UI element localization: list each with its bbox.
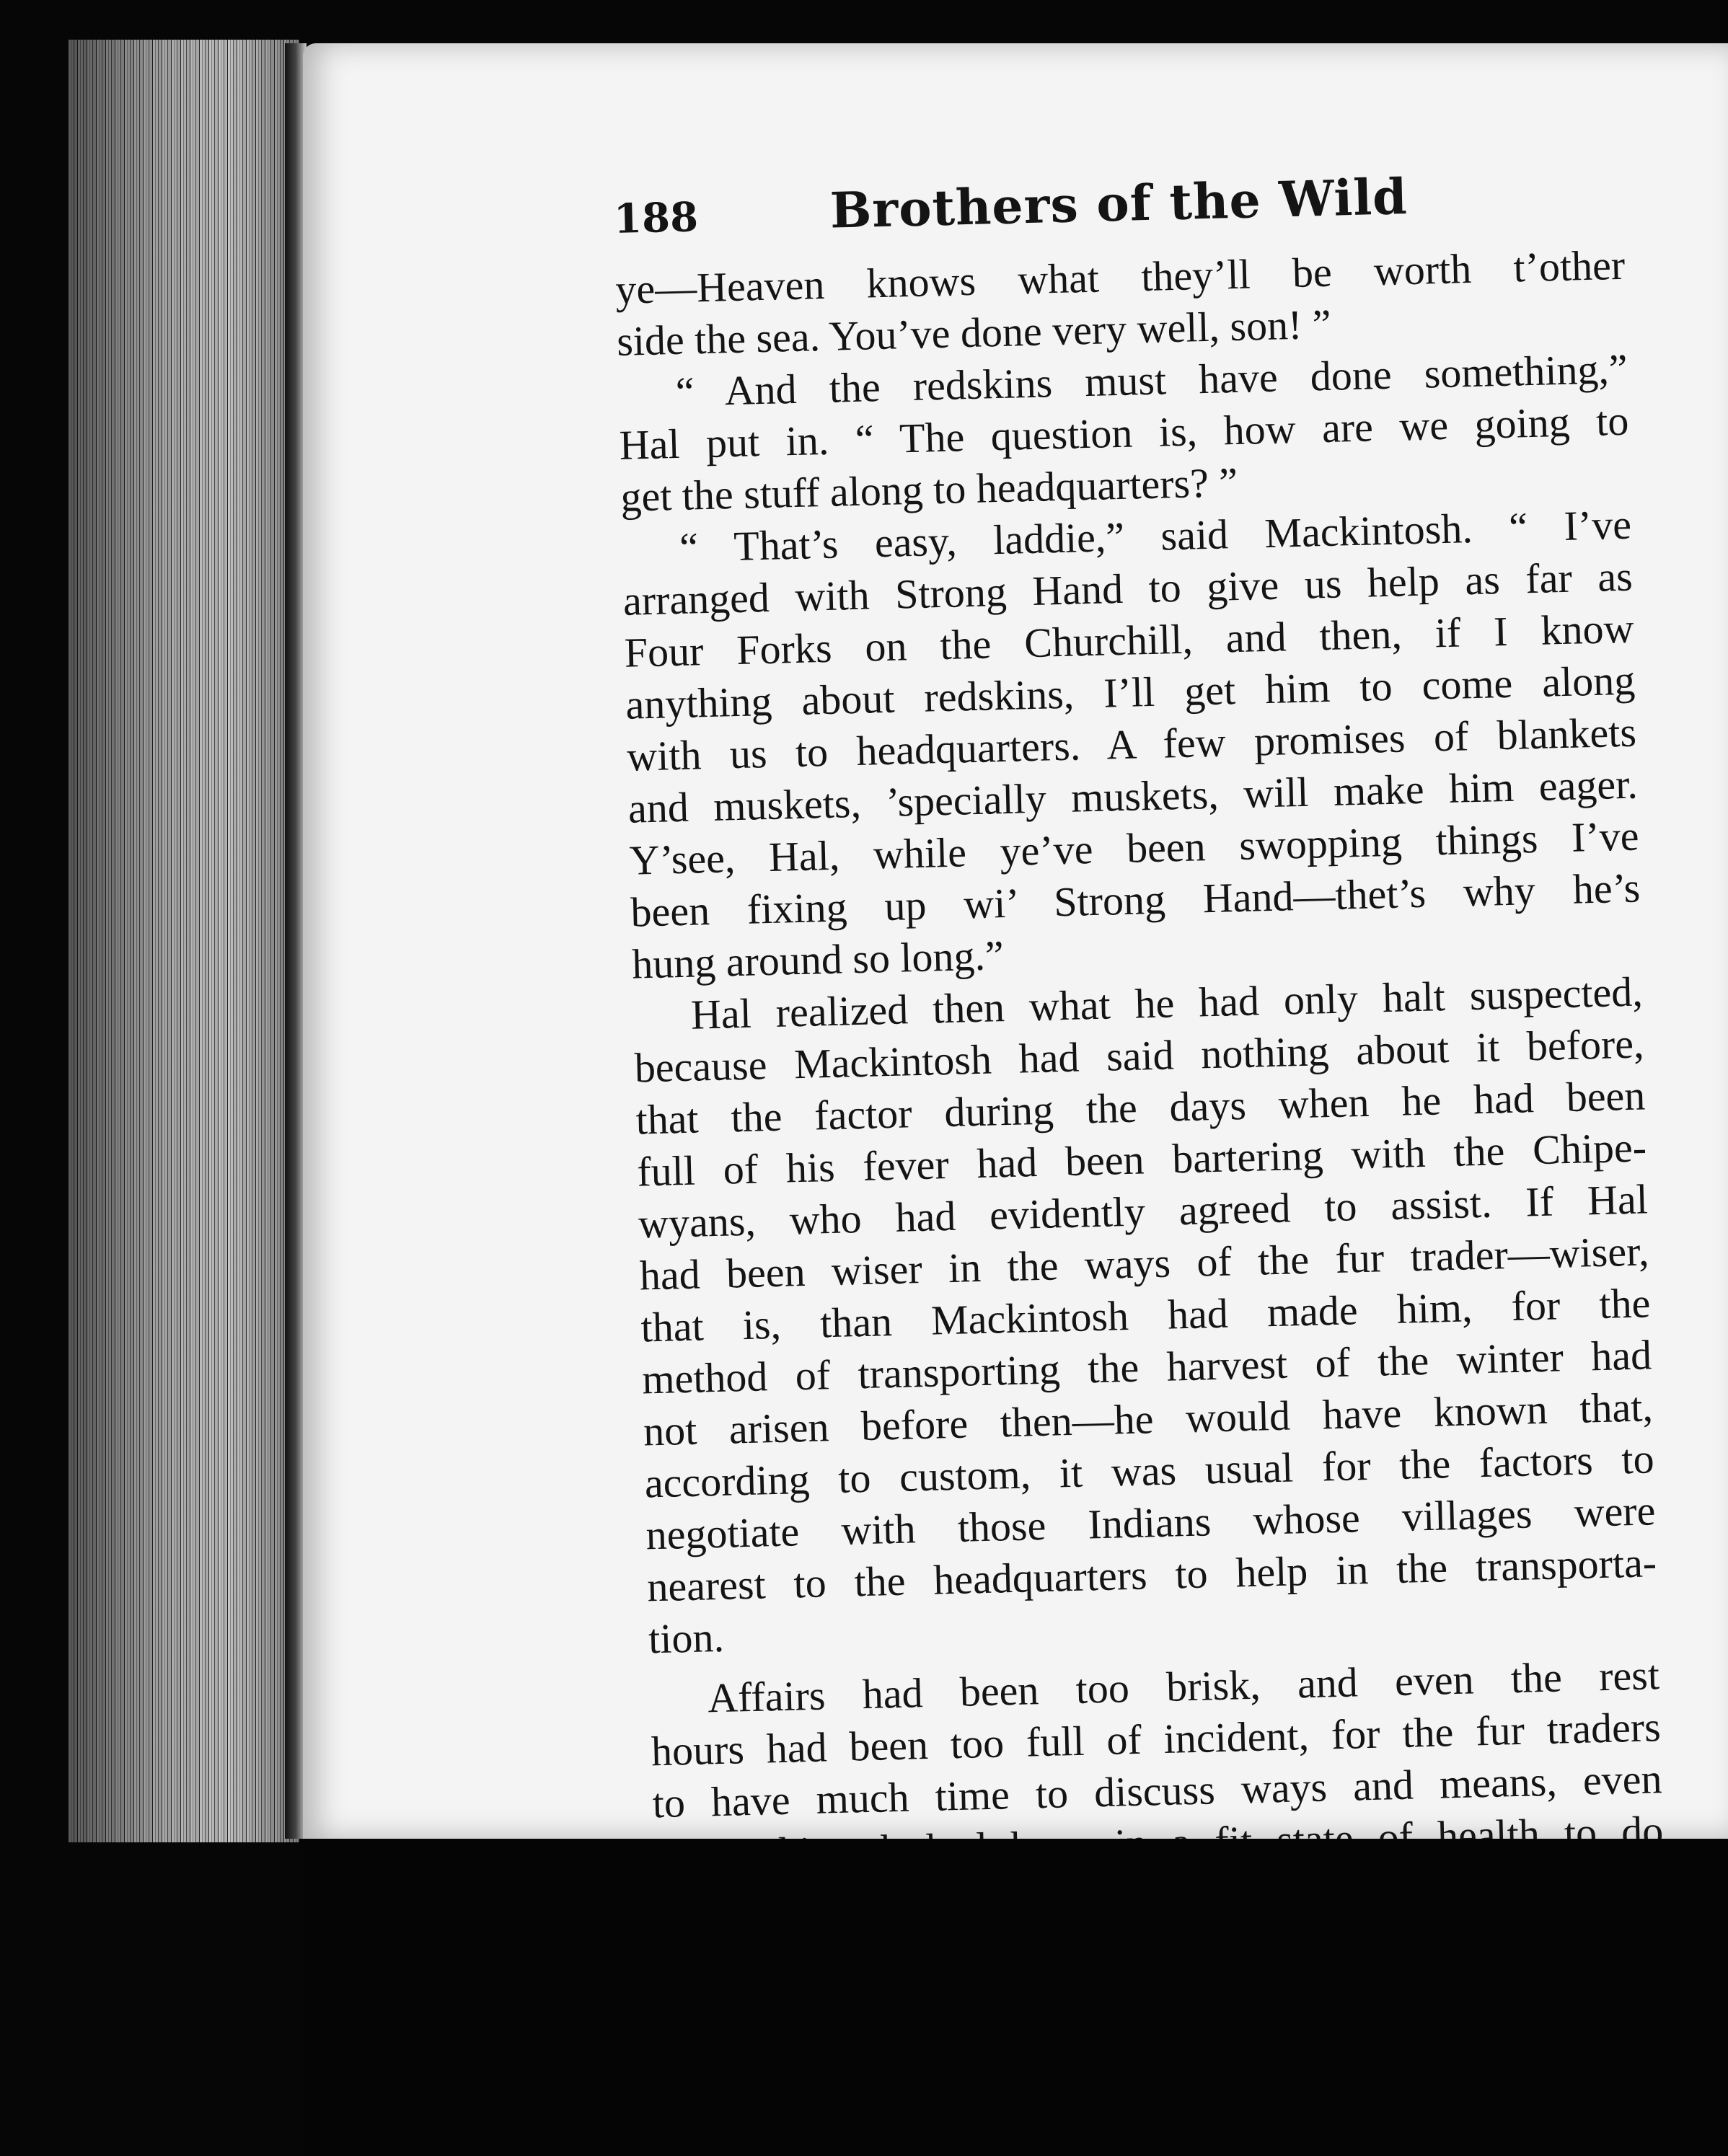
text-line: Y’see, Hal, while ye’ve been swopping things I’ve [629,812,1640,884]
text-line: full of his fever had been bartering with the Chipe- [636,1123,1647,1196]
text-line: anything about redskins, I’ll get him to come along [625,656,1636,728]
book-title: Brothers of the Wild [829,168,1409,240]
text-line: Affairs had been too brisk, and even the rest [707,1651,1660,1722]
text-line: that is, than Mackintosh had made him, for the [640,1279,1652,1351]
text-line: because Mackintosh had said nothing about it before, [634,1020,1645,1092]
text-line: arranged with Strong Hand to give us help as far as [622,552,1634,624]
text-line: negotiate with those Indians whose villages were [645,1487,1657,1559]
text-line: hours had been too full of incident, for the fur traders [651,1703,1662,1775]
page-number: 188 [613,193,699,243]
text-line: side the sea. You’ve done very well, son! ” [616,300,1332,365]
text-line: with us to headquarters. A few promises of blankets [626,708,1637,780]
text-line: Four Forks on the Churchill, and then, if I know [623,604,1635,676]
text-line: get the stuff along to headquarters? ” [620,458,1238,521]
text-line: Hal realized then what he had only halt suspected, [690,968,1644,1038]
text-line: not arisen before then—he would have known that, [643,1383,1654,1455]
text-line: had been wiser in the ways of the fur trader—wiser, [639,1227,1650,1299]
text-line: tion. [648,1613,725,1663]
bottom-shadow [303,1839,1728,2156]
text-line: “ That’s easy, laddie,” said Mackintosh. “ I’ve [679,500,1632,571]
body-text [615,239,1664,1882]
text-line: to have much time to discuss ways and means, even [651,1755,1663,1827]
book-page [303,43,1728,1839]
text-line: ye—Heaven knows what they’ll be worth t’other [614,241,1626,313]
text-line: hung around so long.” [631,932,1005,988]
text-line: “ And the redskins must have done something,” [675,345,1628,415]
text-line: according to custom, it was usual for the factors to [644,1435,1655,1507]
text-line: Hal put in. “ The question is, how are we going to [618,397,1630,469]
text-line: and muskets, ’specially muskets, will make him eager. [627,760,1639,832]
book-page-edges [69,40,299,1842]
text-line: nearest to the headquarters to help in the transporta- [646,1539,1657,1611]
text-line: been fixing up wi’ Strong Hand—thet’s why he’s [630,864,1641,936]
text-line: wyans, who had evidently agreed to assist. If Hal [638,1175,1649,1247]
text-block [613,163,1664,1882]
text-line: that the factor during the days when he had been [635,1072,1646,1144]
text-line: method of transporting the harvest of the winter had [641,1331,1652,1403]
